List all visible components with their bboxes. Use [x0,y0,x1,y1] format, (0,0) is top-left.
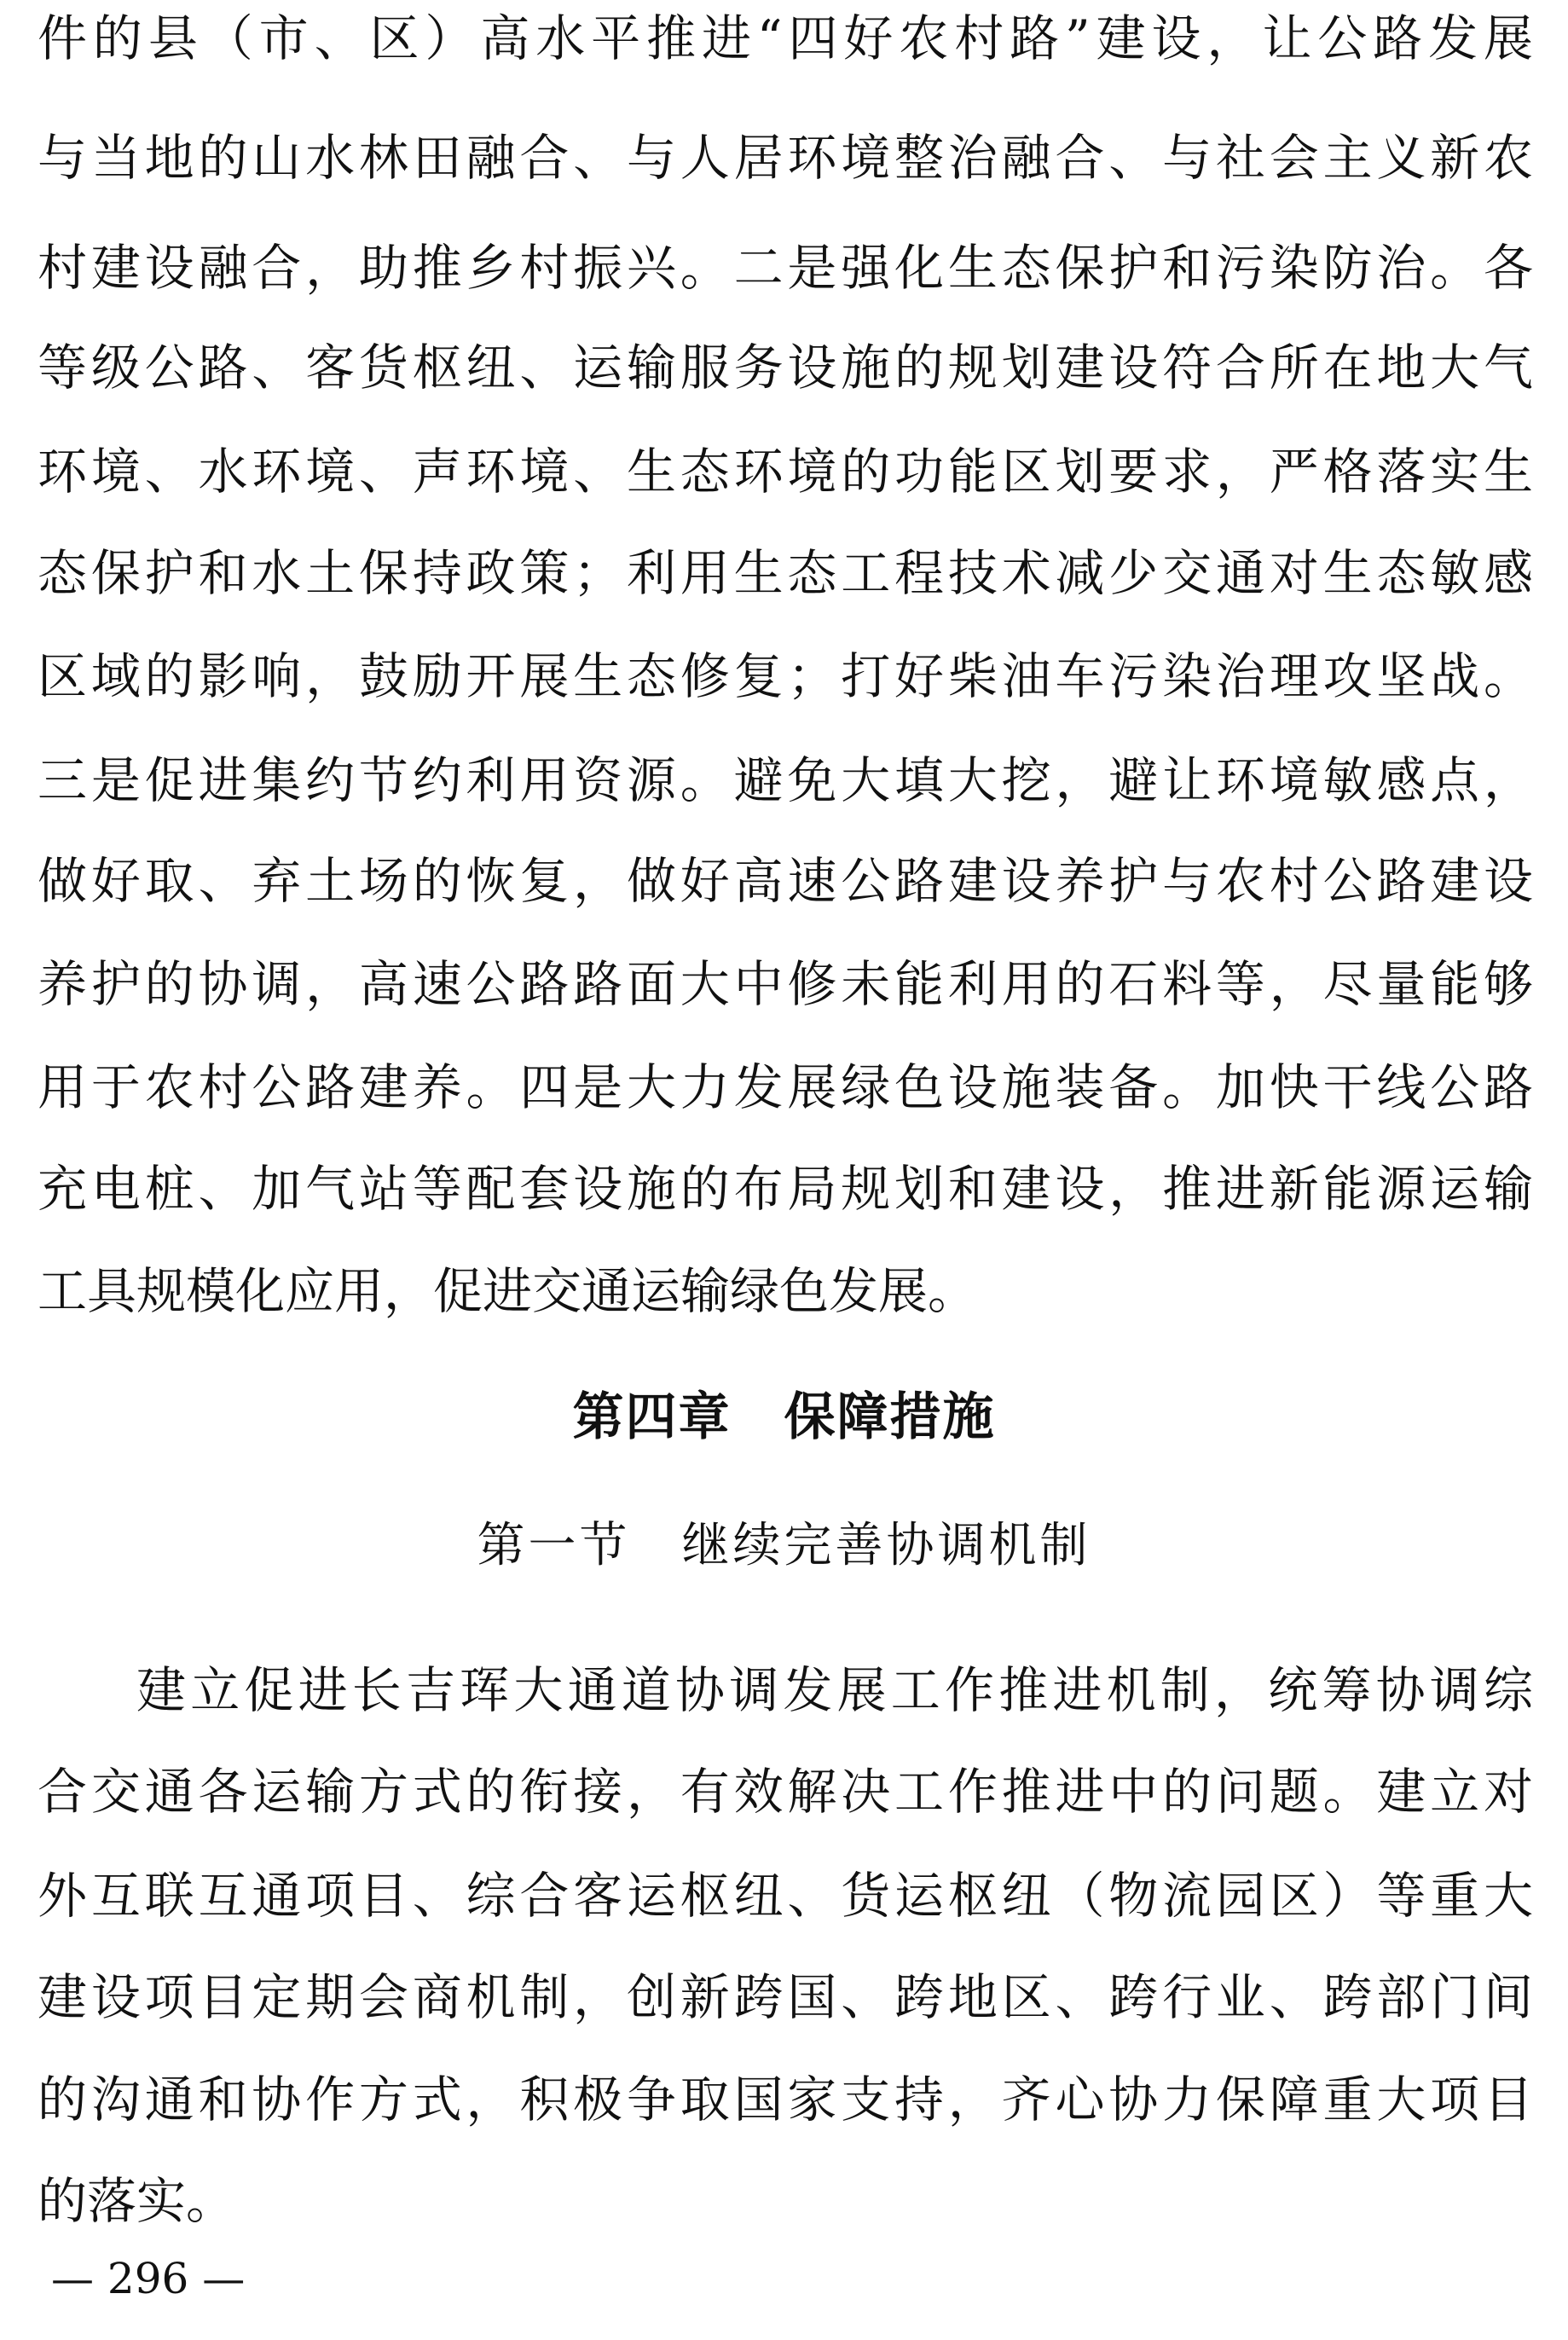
text-line: 的落实。 [38,2172,236,2230]
text-line: 区域的影响，鼓励开展生态修复；打好柴油车污染治理攻坚战。 [38,647,1533,705]
text-line: 用于农村公路建养。四是大力发展绿色设施装备。加快干线公路 [38,1058,1533,1116]
text-line: 件的县（市、区）高水平推进“四好农村路”建设，让公路发展 [38,9,1533,67]
text-line: 的沟通和协作方式，积极争取国家支持，齐心协力保障重大项目 [38,2071,1533,2129]
chapter-title: 第四章 保障措施 [572,1387,996,1447]
text-line: 外互联互通项目、综合客运枢纽、货运枢纽（物流园区）等重大 [38,1867,1533,1925]
text-line: 充电桩、加气站等配套设施的布局规划和建设，推进新能源运输 [38,1160,1533,1218]
text-line: 养护的协调，高速公路路面大中修未能利用的石料等，尽量能够 [38,955,1533,1013]
text-line: 做好取、弃土场的恢复，做好高速公路建设养护与农村公路建设 [38,852,1533,910]
text-line: 建立促进长吉珲大通道协调发展工作推进机制，统筹协调综 [136,1661,1533,1719]
text-line: 工具规模化应用，促进交通运输绿色发展。 [38,1262,978,1320]
page-number: — 296 — [51,2254,246,2303]
text-line: 合交通各运输方式的衔接，有效解决工作推进中的问题。建立对 [38,1763,1533,1821]
text-line: 环境、水环境、声环境、生态环境的功能区划要求，严格落实生 [38,443,1533,501]
text-line: 态保护和水土保持政策；利用生态工程技术减少交通对生态敏感 [38,544,1533,602]
text-line: 村建设融合，助推乡村振兴。二是强化生态保护和污染防治。各 [38,239,1533,297]
text-line: 建设项目定期会商机制，创新跨国、跨地区、跨行业、跨部门间 [38,1968,1533,2026]
section-title: 第一节 继续完善协调机制 [477,1518,1091,1573]
text-line: 三是促进集约节约利用资源。避免大填大挖，避让环境敏感点， [38,751,1533,809]
text-line: 与当地的山水林田融合、与人居环境整治融合、与社会主义新农 [38,129,1533,187]
text-line: 等级公路、客货枢纽、运输服务设施的规划建设符合所在地大气 [38,339,1533,397]
